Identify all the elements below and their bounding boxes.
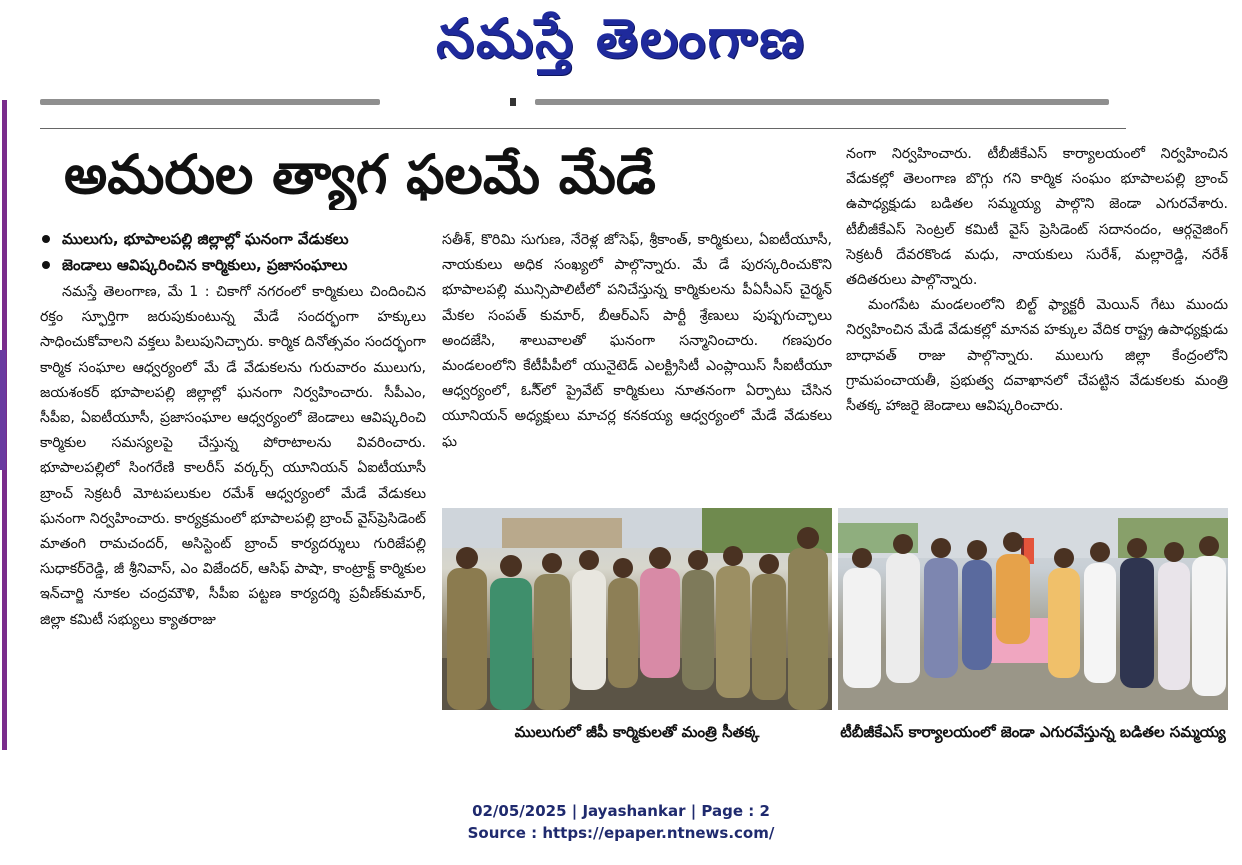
group-photo-illustration bbox=[838, 508, 1228, 710]
bullet-text: జెండాలు ఆవిష్కరించిన కార్మికులు, ప్రజాసంఘాలు bbox=[62, 256, 348, 274]
column-1-text: నమస్తే తెలంగాణ, మే 1 : చికాగో నగరంలో కార్మికులు చిందించిన రక్తం స్ఫూర్తిగా జరుపుకుంటున్న మేడే సందర్భంగా హక్కులు సాధించుకోవాలని వక్తలు పిలుపునిచ్చారు. కార్మిక దినోత్సవం సందర్భంగా కార్మిక సంఘాల ఆధ్వర్యంలో మే డే వేడుకలను గురువారం ములుగు, జయశంకర్ భూపాలపల్లి జిల్లాల్లో ఘనంగా నిర్వహించారు. సీపీఎం, సీపీఐ, ఏఐటీయూసీ, ప్రజాసంఘాల ఆధ్వర్యంలో జెండాలు ఆవిష్కరించి కార్మికుల సమస్యలపై చేస్తున్న పోరాటాలను వివరించారు. భూపాలపల్లిలో సింగరేణి కాలరీస్ వర్కర్స్ యూనియన్ ఏఐటీయూసీ బ్రాంచ్ సెక్రటరీ మోటపలుకుల రమేశ్ ఆధ్వర్యంలో మేడే వేడుకలు ఘనంగా నిర్వహించారు. కార్యక్రమంలో భూపాలపల్లి బ్రాంచ్ వైస్‌ప్రెసిడెంట్ మాతంగి రామచందర్, అసిస్టెంట్ బ్రాంచ్ కార్యదర్శులు గురిజేపల్లి సుధాకర్‌రెడ్డి, జీ శ్రీనివాస్, ఎం విజేందర్, ఆసిఫ్ పాషా, కాంట్రాక్ట్ కార్మికుల ఇన్‌చార్జి నూకల చంద్రమౌళి, సీపీఐ పట్టణ కార్యదర్శి ప్రవీణ్‌కుమార్, జిల్లా కమిటీ సభ్యులు క్యాతరాజు bbox=[40, 284, 426, 628]
bullet-dot-icon bbox=[42, 235, 50, 243]
highlight-bullets bbox=[40, 226, 426, 278]
article-column-1 bbox=[40, 280, 426, 752]
news-photo-workers-with-minister bbox=[442, 508, 832, 710]
group-photo-illustration bbox=[442, 508, 832, 710]
column-3-paragraph-2: మంగపేట మండలంలోని బిల్ట్ ఫ్యాక్టరీ మెయిన్ గేటు ముందు నిర్వహించిన మేడే వేడుకల్లో మానవ హక్కుల వేదిక రాష్ట్ర ఉపాధ్యక్షుడు బాధావత్ రాజు పాల్గొన్నారు. ములుగు జిల్లా కేంద్రంలోని గ్రామపంచాయతీ, ప్రభుత్వ దవాఖానలో చేపట్టిన వేడుకలకు మంత్రి సీతక్క హాజరై జెండాలు ఆవిష్కరించారు. bbox=[846, 297, 1228, 415]
bullet-text: ములుగు, భూపాలపల్లి జిల్లాల్లో ఘనంగా వేడుకలు bbox=[62, 230, 349, 248]
bullet-item bbox=[40, 252, 426, 278]
newspaper-logo: నమస్తే తెలంగాణ bbox=[436, 6, 806, 70]
article-column-2 bbox=[442, 228, 832, 506]
photo-caption-2: టీబీజీకేఎస్ కార్యాలయంలో జెండా ఎగురవేస్తున్న బడితల సమ్మయ్య bbox=[840, 723, 1226, 741]
column-2-text: సతీశ్, కొరిమి సుగుణ, నేరెళ్ల జోసెఫ్, శ్రీకాంత్, కార్మికులు, ఏఐటీయూసీ, నాయకులు అధిక సంఖ్యలో పాల్గొన్నారు. మే డే పురస్కరించుకొని భూపాలపల్లి మున్సిపాలిటీలో పనిచేస్తున్న కార్మికులను పీఏసీఎస్ చైర్మన్ మేకల సంపత్ కుమార్, బీఆర్‌ఎస్ పార్టీ శ్రేణులు పుష్పగుచ్ఛాలు అందజేసి, శాలువాలతో ఘనంగా సన్మానించారు. గణపురం మండలంలోని కేటీపీపీలో యునైటెడ్ ఎలక్ట్రిసిటీ ఎంప్లాయిస్ సీఐటీయూ ఆధ్వర్యంలో, ఓసీ్‌లో ప్రైవేట్ కార్మికులు నూతనంగా ఏర్పాటు చేసిన యూనియన్ అధ్యక్షులు మాచర్ల కనకయ్య ఆధ్వర్యంలో మేడే వేడుకలు ఘ bbox=[442, 232, 832, 450]
article-headline: అమరుల త్యాగ ఫలమే మేడే bbox=[64, 143, 656, 206]
edge-tab bbox=[0, 350, 6, 470]
bullet-dot-icon bbox=[42, 261, 50, 269]
cut-off-text-line bbox=[40, 93, 1120, 111]
column-3-paragraph-1: నంగా నిర్వహించారు. టీబీజీకేఎస్ కార్యాలయంలో నిర్వహించిన వేడుకల్లో తెలంగాణ బొగ్గు గని కార్మిక సంఘం భూపాలపల్లి బ్రాంచ్ ఉపాధ్యక్షుడు బడితల సమ్మయ్య పాల్గొని జెండా ఎగురవేశారు. టీబీజీకేఎస్ సెంట్రల్ కమిటీ వైస్ ప్రెసిడెంట్ సదానందం, ఆర్గనైజింగ్ సెక్రటరీ దేవరకొండ మధు, నాయకులు సురేశ్, మల్లారెడ్డి, నరేశ్ తదితరులు పాల్గొన్నారు. bbox=[846, 146, 1228, 289]
top-rule bbox=[40, 128, 1126, 129]
clipped-text-strokes bbox=[40, 93, 1120, 111]
footer-source: Source : https://epaper.ntnews.com/ bbox=[467, 824, 775, 842]
bullet-item bbox=[40, 226, 426, 252]
footer-date-page: 02/05/2025 | Jayashankar | Page : 2 bbox=[472, 802, 770, 820]
page-edge-marker bbox=[0, 100, 10, 750]
photo-caption-1: ములుగులో జీపీ కార్మికులతో మంత్రి సీతక్క bbox=[514, 723, 760, 741]
article-column-3 bbox=[846, 142, 1228, 504]
masthead bbox=[0, 0, 1242, 90]
news-photo-flag-hoisting bbox=[838, 508, 1228, 710]
